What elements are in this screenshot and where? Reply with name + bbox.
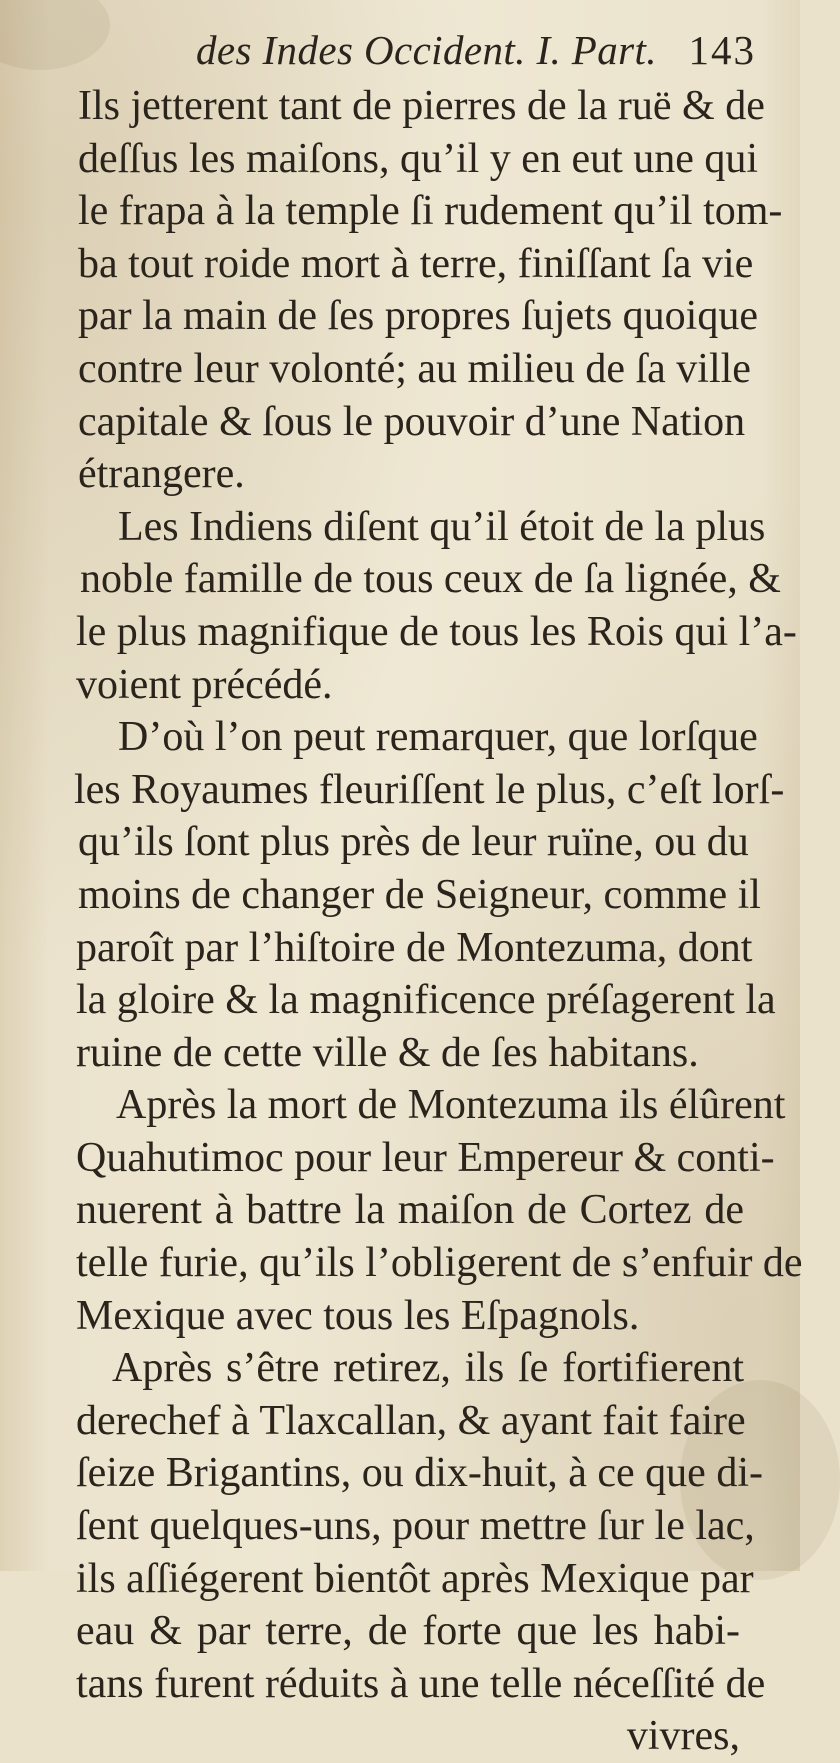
- text-line: ruine de cette ville & de ſes habitans.: [76, 1029, 699, 1076]
- text-line: Ils jetterent tant de pierres de la ruë & de: [78, 83, 765, 129]
- text-line: Les Indiens diſent qu’il étoit de la plus: [118, 503, 766, 550]
- text-line: capitale & ſous le pouvoir d’une Nation: [78, 398, 746, 445]
- text-line: moins de changer de Seigneur, comme il: [78, 871, 761, 918]
- body-text: [0, 80, 803, 1763]
- paper-stain: [0, 0, 110, 70]
- text-line: D’où l’on peut remarquer, que lorſque: [118, 714, 758, 761]
- text-line: Après s’être retirez, ils ſe fortifierent: [112, 1345, 744, 1392]
- text-line: ſent quelques-uns, pour mettre ſur le lac,: [76, 1503, 755, 1550]
- text-line: telle furie, qu’ils l’obligerent de s’enfuir de: [76, 1240, 803, 1287]
- running-header: [196, 22, 756, 78]
- text-line: tans furent réduits à une telle néceſſité de: [76, 1660, 766, 1707]
- text-line: la gloire & la magnificence préſagerent la: [76, 977, 776, 1024]
- text-line: paroît par l’hiſtoire de Montezuma, dont: [76, 924, 753, 971]
- text-line: nuerent à battre la maiſon de Cortez de: [76, 1187, 744, 1234]
- catchword: vivres,: [626, 1713, 740, 1760]
- text-line: Mexique avec tous les Eſpagnols.: [76, 1292, 640, 1339]
- text-line: ba tout roide mort à terre, finiſſant ſa vie: [78, 240, 754, 287]
- page-number: 143: [688, 27, 756, 73]
- text-line: ils aſſiégerent bientôt après Mexique par: [76, 1555, 754, 1602]
- text-line: qu’ils ſont plus près de leur ruïne, ou du: [78, 819, 749, 866]
- text-line: deſſus les maiſons, qu’il y en eut une qui: [78, 135, 759, 182]
- text-line: étrangere.: [78, 451, 245, 498]
- text-line: les Royaumes fleuriſſent le plus, c’eſt lorſ-: [74, 766, 785, 813]
- text-line: derechef à Tlaxcallan, & ayant fait faire: [76, 1397, 746, 1444]
- text-line: noble famille de tous ceux de ſa lignée, &: [80, 556, 781, 603]
- text-line: le frapa à la temple ſi rudement qu’il tom-: [78, 188, 783, 235]
- text-line: Après la mort de Montezuma ils élûrent: [116, 1082, 786, 1129]
- text-line: le plus magnifique de tous les Rois qui l’a-: [76, 608, 797, 655]
- text-line: eau & par terre, de forte que les habi-: [76, 1608, 740, 1655]
- text-line: par la main de ſes propres ſujets quoique: [78, 293, 758, 340]
- text-line: Quahutimoc pour leur Empereur & conti-: [76, 1134, 775, 1181]
- text-line: contre leur volonté; au milieu de ſa ville: [78, 345, 751, 392]
- text-line: ſeize Brigantins, ou dix-huit, à ce que di-: [76, 1450, 763, 1497]
- running-title: des Indes Occident. I. Part.: [196, 27, 657, 73]
- text-line: voient précédé.: [76, 661, 333, 708]
